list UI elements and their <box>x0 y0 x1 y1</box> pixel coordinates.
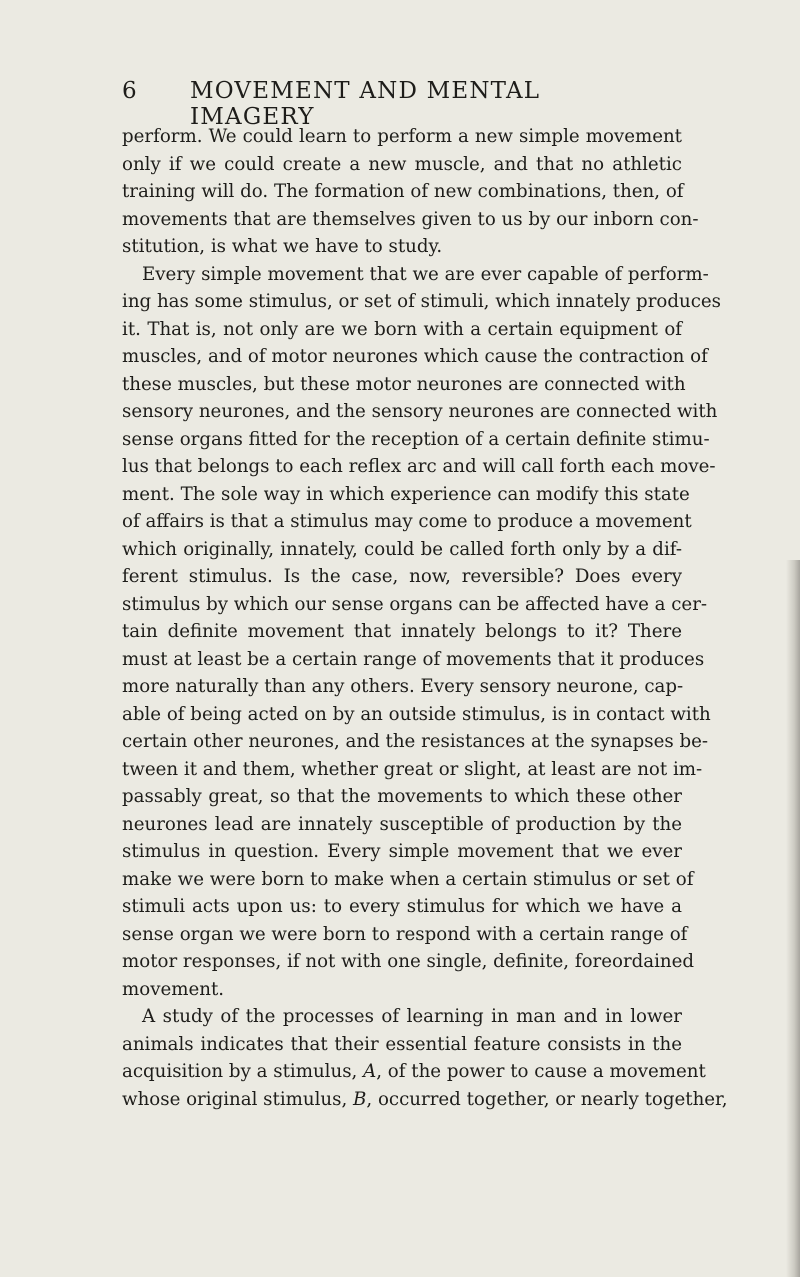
text-line: ferent stimulus. Is the case, now, reversible? Does every <box>122 566 682 587</box>
text-line: Every simple movement that we are ever capable of perform- <box>142 263 709 285</box>
text-line: training will do. The formation of new combinations, then, of <box>122 181 684 202</box>
text-line: of affairs is that a stimulus may come to produce a movement <box>122 511 692 532</box>
text-line: sense organ we were born to respond with a certain range of <box>122 923 688 945</box>
text-line: ment. The sole way in which experience can modify this state <box>122 483 690 505</box>
text-line: stitution, is what we have to study. <box>122 236 443 257</box>
text-line: tain definite movement that innately belongs to it? There <box>122 621 682 642</box>
running-title: MOVEMENT AND MENTAL IMAGERY <box>190 78 541 130</box>
page-number: 6 <box>122 78 138 104</box>
text-line: movements that are themselves given to us by our inborn con- <box>122 208 699 230</box>
text-line: which originally, innately, could be called forth only by a dif- <box>122 538 682 560</box>
text-line: stimulus in question. Every simple movement that we ever <box>122 841 682 862</box>
text-line: perform. We could learn to perform a new simple movement <box>122 126 682 147</box>
text-line: stimulus by which our sense organs can be affected have a cer- <box>122 593 708 615</box>
text-line: whose original stimulus, B, occurred together, or nearly together, <box>122 1088 728 1110</box>
body-text <box>122 123 728 1113</box>
text-line: it. That is, not only are we born with a certain equipment of <box>122 318 682 340</box>
text-line: sense organs fitted for the reception of a certain definite stimu- <box>122 428 710 450</box>
text-line: animals indicates that their essential feature consists in the <box>122 1033 682 1055</box>
text-line: sensory neurones, and the sensory neurones are connected with <box>122 401 718 422</box>
text-line: stimuli acts upon us: to every stimulus for which we have a <box>122 896 682 917</box>
text-line: more naturally than any others. Every sensory neurone, cap- <box>122 676 684 697</box>
text-line: A study of the processes of learning in man and in lower <box>142 1006 682 1027</box>
text-line: muscles, and of motor neurones which cause the contraction of <box>122 346 708 367</box>
text-line: make we were born to make when a certain stimulus or set of <box>122 868 694 890</box>
text-line: motor responses, if not with one single, definite, foreordained <box>122 951 695 972</box>
text-line: tween it and them, whether great or slight, at least are not im- <box>122 758 703 780</box>
text-line: ing has some stimulus, or set of stimuli, which innately produces <box>122 291 721 312</box>
text-line: these muscles, but these motor neurones are connected with <box>122 373 686 395</box>
page-header <box>122 78 662 130</box>
text-line: neurones lead are innately susceptible of production by the <box>122 813 682 835</box>
text-line: acquisition by a stimulus, A, of the power to cause a movement <box>122 1061 706 1082</box>
text-line: must at least be a certain range of movements that it produces <box>122 648 705 670</box>
text-line: only if we could create a new muscle, and that no athletic <box>122 153 682 175</box>
text-line: certain other neurones, and the resistances at the synapses be- <box>122 731 709 752</box>
text-line: lus that belongs to each reflex arc and will call forth each move- <box>122 456 716 477</box>
text-line: able of being acted on by an outside stimulus, is in contact with <box>122 703 711 725</box>
text-line: passably great, so that the movements to which these other <box>122 786 682 807</box>
page-edge-shadow <box>786 560 800 1277</box>
text-line: movement. <box>122 978 225 1000</box>
